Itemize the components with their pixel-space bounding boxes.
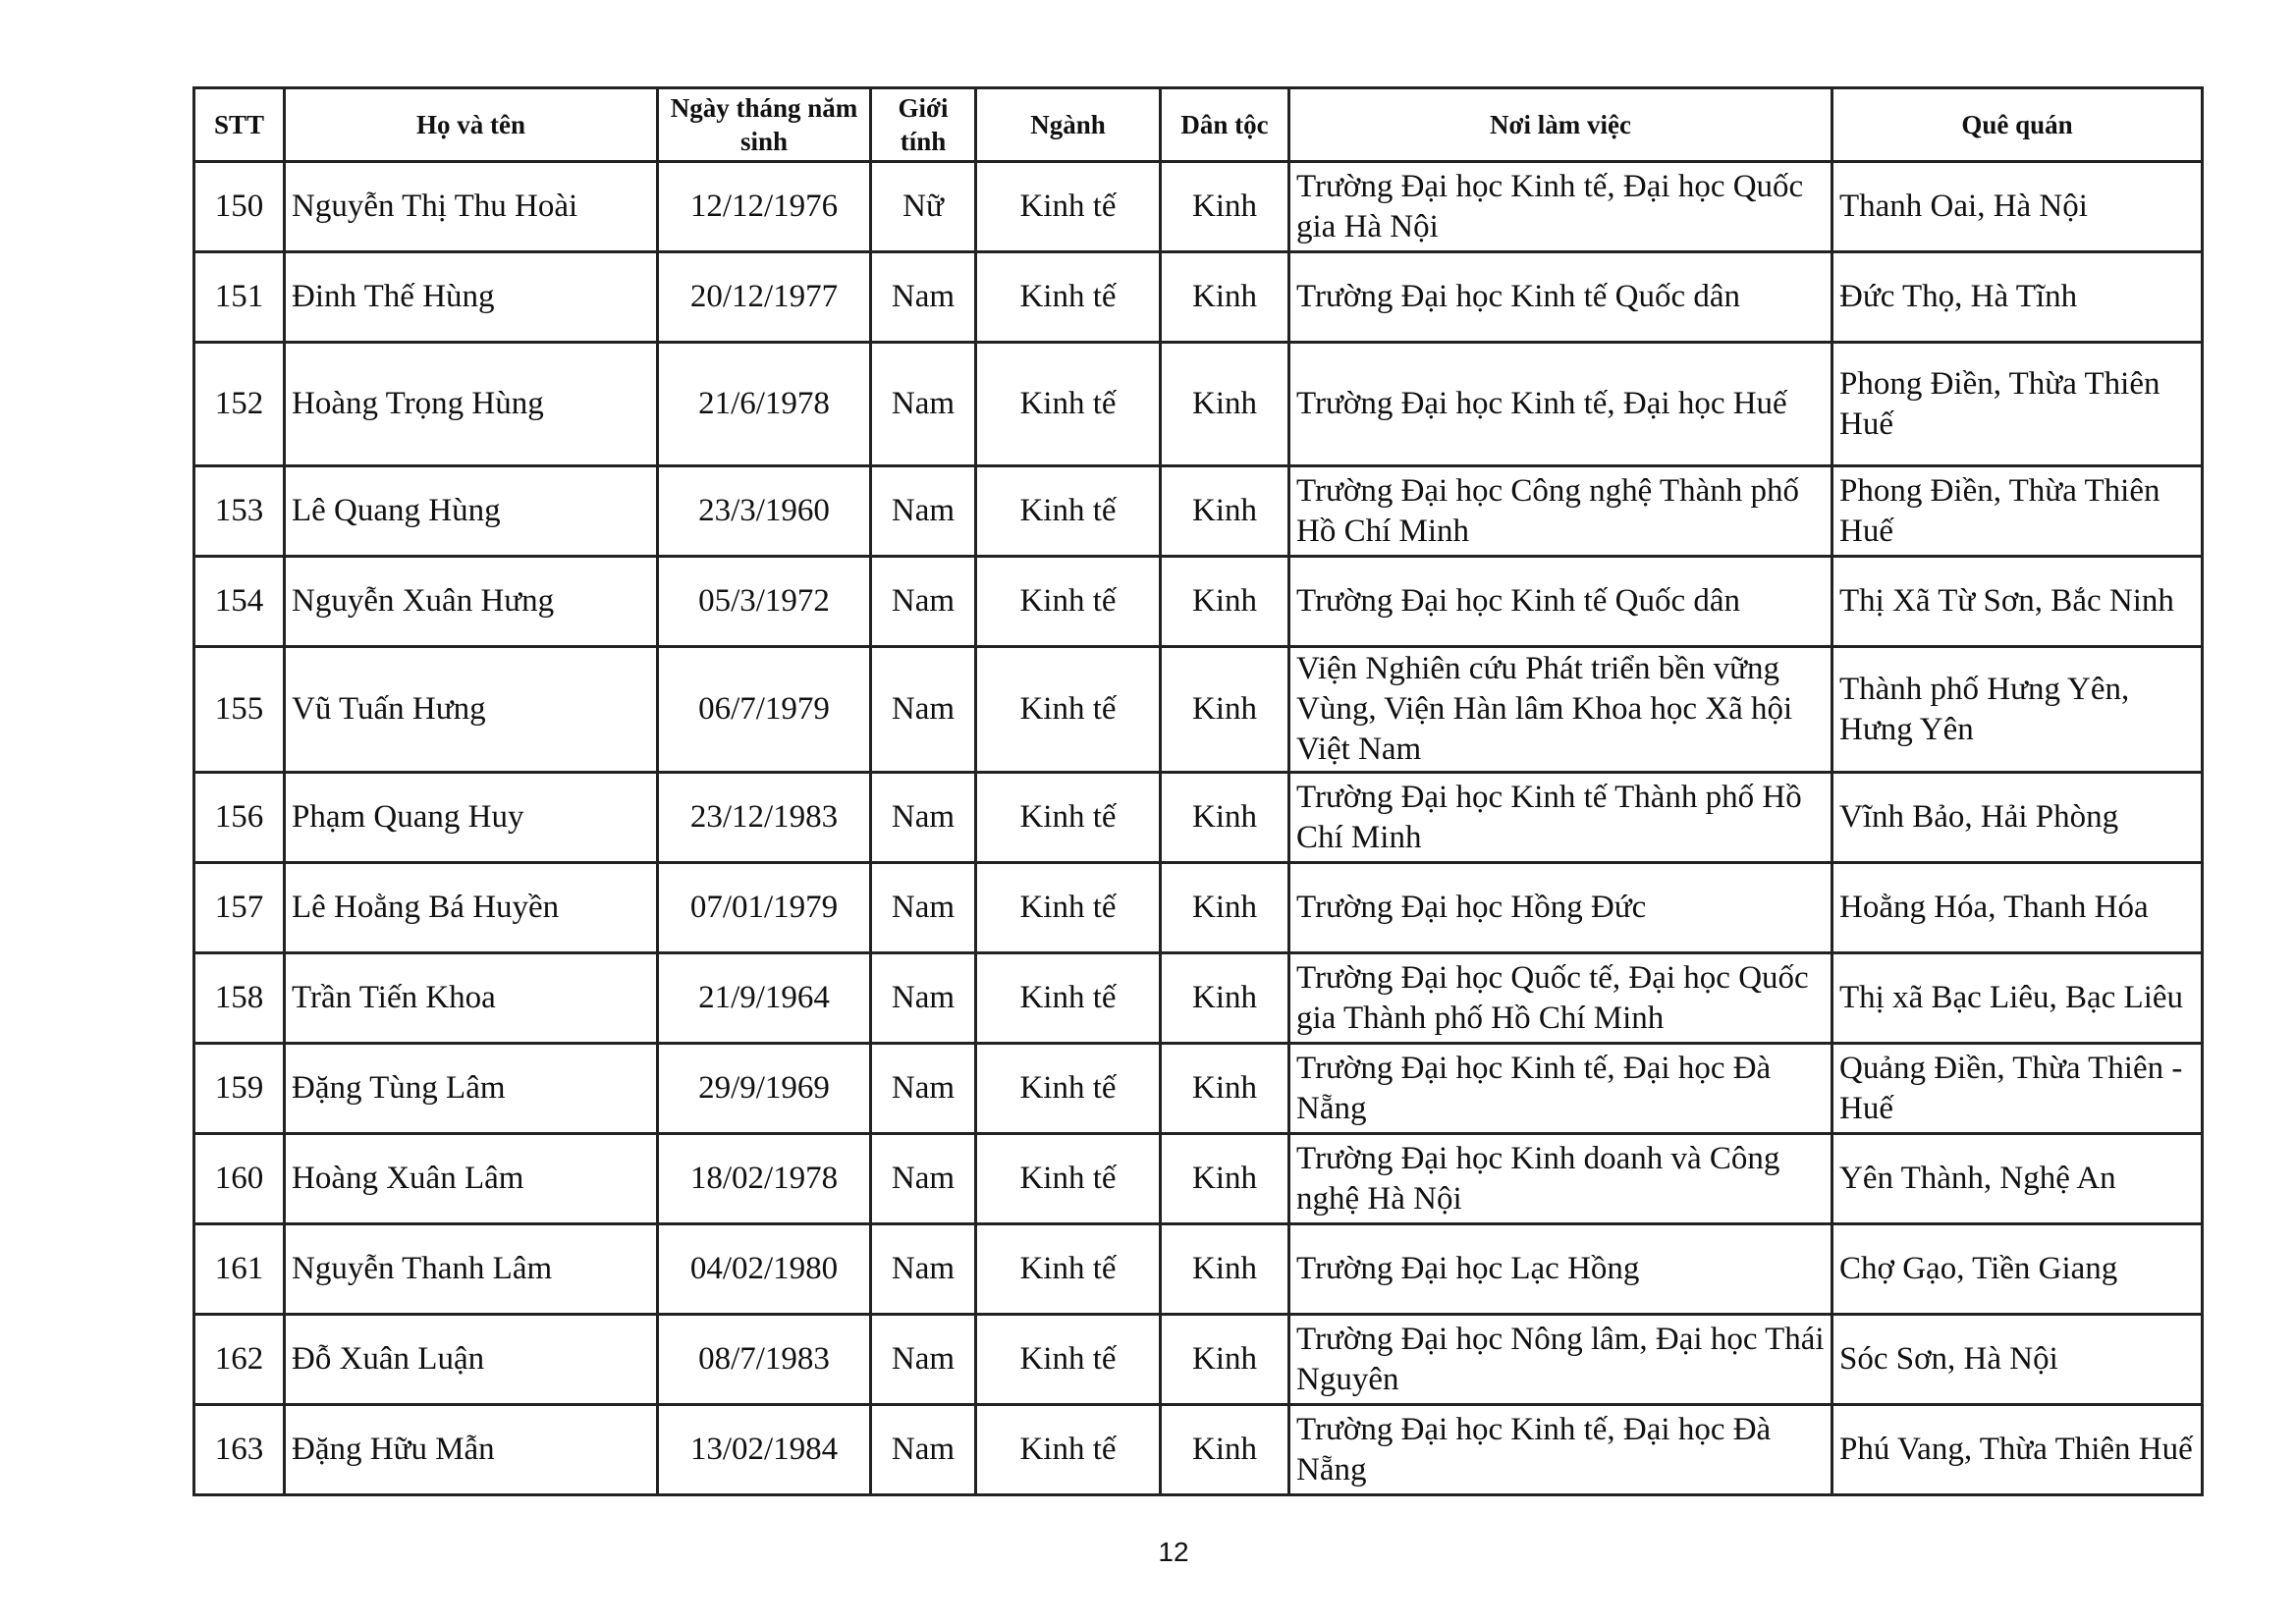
cell-stt: 157 (194, 863, 285, 953)
table-header-row (194, 88, 2203, 162)
cell-stt: 153 (194, 466, 285, 557)
cell-stt: 159 (194, 1044, 285, 1134)
cell-dob: 12/12/1976 (658, 162, 871, 252)
header-hometown: Quê quán (1832, 88, 2203, 162)
cell-name: Phạm Quang Huy (285, 773, 658, 863)
table-row (194, 863, 2203, 953)
cell-stt: 155 (194, 647, 285, 773)
cell-field: Kinh tế (976, 1134, 1161, 1224)
cell-ethnicity: Kinh (1161, 1405, 1289, 1495)
cell-dob: 04/02/1980 (658, 1224, 871, 1315)
cell-ethnicity: Kinh (1161, 773, 1289, 863)
cell-name: Đặng Tùng Lâm (285, 1044, 658, 1134)
cell-gender: Nam (871, 466, 976, 557)
cell-gender: Nam (871, 343, 976, 466)
cell-workplace: Trường Đại học Kinh tế Quốc dân (1289, 557, 1832, 647)
cell-ethnicity: Kinh (1161, 466, 1289, 557)
cell-gender: Nam (871, 252, 976, 343)
cell-stt: 162 (194, 1315, 285, 1405)
cell-hometown: Thành phố Hưng Yên, Hưng Yên (1832, 647, 2203, 773)
cell-name: Lê Quang Hùng (285, 466, 658, 557)
cell-hometown: Quảng Điền, Thừa Thiên - Huế (1832, 1044, 2203, 1134)
cell-hometown: Phú Vang, Thừa Thiên Huế (1832, 1405, 2203, 1495)
cell-field: Kinh tế (976, 1405, 1161, 1495)
cell-field: Kinh tế (976, 1315, 1161, 1405)
cell-dob: 13/02/1984 (658, 1405, 871, 1495)
cell-workplace: Trường Đại học Kinh doanh và Công nghệ Hà Nội (1289, 1134, 1832, 1224)
cell-gender: Nam (871, 647, 976, 773)
header-gender-line1: Giới (898, 93, 949, 123)
table-row (194, 557, 2203, 647)
header-dob-line1: Ngày tháng năm (670, 93, 858, 123)
cell-workplace: Trường Đại học Hồng Đức (1289, 863, 1832, 953)
cell-dob: 06/7/1979 (658, 647, 871, 773)
cell-field: Kinh tế (976, 343, 1161, 466)
cell-hometown: Vĩnh Bảo, Hải Phòng (1832, 773, 2203, 863)
cell-ethnicity: Kinh (1161, 1315, 1289, 1405)
cell-gender: Nam (871, 1134, 976, 1224)
cell-stt: 151 (194, 252, 285, 343)
cell-ethnicity: Kinh (1161, 343, 1289, 466)
cell-ethnicity: Kinh (1161, 252, 1289, 343)
cell-dob: 07/01/1979 (658, 863, 871, 953)
table-row (194, 647, 2203, 773)
cell-dob: 20/12/1977 (658, 252, 871, 343)
cell-dob: 23/3/1960 (658, 466, 871, 557)
cell-stt: 154 (194, 557, 285, 647)
cell-gender: Nam (871, 953, 976, 1044)
cell-name: Đỗ Xuân Luận (285, 1315, 658, 1405)
cell-gender: Nam (871, 1405, 976, 1495)
cell-hometown: Sóc Sơn, Hà Nội (1832, 1315, 2203, 1405)
cell-ethnicity: Kinh (1161, 557, 1289, 647)
cell-name: Đinh Thế Hùng (285, 252, 658, 343)
cell-hometown: Thanh Oai, Hà Nội (1832, 162, 2203, 252)
cell-workplace: Viện Nghiên cứu Phát triển bền vững Vùng, Viện Hàn lâm Khoa học Xã hội Việt Nam (1289, 647, 1832, 773)
cell-ethnicity: Kinh (1161, 162, 1289, 252)
cell-field: Kinh tế (976, 863, 1161, 953)
cell-hometown: Chợ Gạo, Tiền Giang (1832, 1224, 2203, 1315)
cell-hometown: Hoằng Hóa, Thanh Hóa (1832, 863, 2203, 953)
cell-ethnicity: Kinh (1161, 1134, 1289, 1224)
cell-stt: 163 (194, 1405, 285, 1495)
cell-dob: 21/9/1964 (658, 953, 871, 1044)
header-ethnicity: Dân tộc (1161, 88, 1289, 162)
cell-stt: 158 (194, 953, 285, 1044)
cell-hometown: Đức Thọ, Hà Tĩnh (1832, 252, 2203, 343)
table-row (194, 1405, 2203, 1495)
cell-stt: 150 (194, 162, 285, 252)
cell-workplace: Trường Đại học Kinh tế Thành phố Hồ Chí Minh (1289, 773, 1832, 863)
cell-field: Kinh tế (976, 466, 1161, 557)
header-stt: STT (194, 88, 285, 162)
cell-field: Kinh tế (976, 252, 1161, 343)
cell-ethnicity: Kinh (1161, 1224, 1289, 1315)
cell-name: Hoàng Xuân Lâm (285, 1134, 658, 1224)
cell-ethnicity: Kinh (1161, 647, 1289, 773)
cell-name: Nguyễn Thanh Lâm (285, 1224, 658, 1315)
cell-dob: 23/12/1983 (658, 773, 871, 863)
table-row (194, 1315, 2203, 1405)
cell-workplace: Trường Đại học Công nghệ Thành phố Hồ Chí Minh (1289, 466, 1832, 557)
cell-stt: 156 (194, 773, 285, 863)
cell-workplace: Trường Đại học Kinh tế, Đại học Đà Nẵng (1289, 1405, 1832, 1495)
cell-gender: Nam (871, 1044, 976, 1134)
page-number: 12 (1158, 1537, 1189, 1567)
cell-hometown: Yên Thành, Nghệ An (1832, 1134, 2203, 1224)
cell-dob: 29/9/1969 (658, 1044, 871, 1134)
cell-field: Kinh tế (976, 773, 1161, 863)
cell-dob: 05/3/1972 (658, 557, 871, 647)
cell-workplace: Trường Đại học Kinh tế, Đại học Quốc gia Hà Nội (1289, 162, 1832, 252)
cell-hometown: Thị xã Bạc Liêu, Bạc Liêu (1832, 953, 2203, 1044)
header-workplace: Nơi làm việc (1289, 88, 1832, 162)
cell-hometown: Phong Điền, Thừa Thiên Huế (1832, 343, 2203, 466)
cell-name: Lê Hoằng Bá Huyền (285, 863, 658, 953)
table-row (194, 1134, 2203, 1224)
cell-stt: 152 (194, 343, 285, 466)
cell-name: Hoàng Trọng Hùng (285, 343, 658, 466)
cell-workplace: Trường Đại học Kinh tế, Đại học Huế (1289, 343, 1832, 466)
table-row (194, 773, 2203, 863)
cell-workplace: Trường Đại học Nông lâm, Đại học Thái Nguyên (1289, 1315, 1832, 1405)
cell-name: Vũ Tuấn Hưng (285, 647, 658, 773)
cell-gender: Nữ (871, 162, 976, 252)
cell-name: Nguyễn Xuân Hưng (285, 557, 658, 647)
header-dob (658, 88, 871, 162)
personnel-table (192, 86, 2204, 1496)
table-row (194, 343, 2203, 466)
table-row (194, 252, 2203, 343)
header-dob-line2: sinh (739, 127, 789, 156)
cell-workplace: Trường Đại học Kinh tế, Đại học Đà Nẵng (1289, 1044, 1832, 1134)
cell-dob: 21/6/1978 (658, 343, 871, 466)
table-row (194, 1044, 2203, 1134)
cell-workplace: Trường Đại học Kinh tế Quốc dân (1289, 252, 1832, 343)
table-row (194, 1224, 2203, 1315)
cell-field: Kinh tế (976, 647, 1161, 773)
header-gender-line2: tính (900, 127, 947, 156)
cell-dob: 08/7/1983 (658, 1315, 871, 1405)
cell-gender: Nam (871, 1224, 976, 1315)
header-field: Ngành (976, 88, 1161, 162)
header-gender (871, 88, 976, 162)
cell-field: Kinh tế (976, 953, 1161, 1044)
cell-field: Kinh tế (976, 1224, 1161, 1315)
cell-dob: 18/02/1978 (658, 1134, 871, 1224)
cell-workplace: Trường Đại học Quốc tế, Đại học Quốc gia Thành phố Hồ Chí Minh (1289, 953, 1832, 1044)
cell-gender: Nam (871, 773, 976, 863)
cell-ethnicity: Kinh (1161, 1044, 1289, 1134)
cell-gender: Nam (871, 863, 976, 953)
cell-hometown: Thị Xã Từ Sơn, Bắc Ninh (1832, 557, 2203, 647)
cell-field: Kinh tế (976, 162, 1161, 252)
cell-field: Kinh tế (976, 1044, 1161, 1134)
cell-ethnicity: Kinh (1161, 953, 1289, 1044)
table-row (194, 466, 2203, 557)
cell-stt: 160 (194, 1134, 285, 1224)
cell-gender: Nam (871, 557, 976, 647)
header-name: Họ và tên (285, 88, 658, 162)
cell-gender: Nam (871, 1315, 976, 1405)
cell-workplace: Trường Đại học Lạc Hồng (1289, 1224, 1832, 1315)
cell-stt: 161 (194, 1224, 285, 1315)
cell-name: Nguyễn Thị Thu Hoài (285, 162, 658, 252)
cell-ethnicity: Kinh (1161, 863, 1289, 953)
cell-name: Trần Tiến Khoa (285, 953, 658, 1044)
cell-hometown: Phong Điền, Thừa Thiên Huế (1832, 466, 2203, 557)
table-row (194, 162, 2203, 252)
cell-name: Đặng Hữu Mẫn (285, 1405, 658, 1495)
cell-field: Kinh tế (976, 557, 1161, 647)
table-row (194, 953, 2203, 1044)
